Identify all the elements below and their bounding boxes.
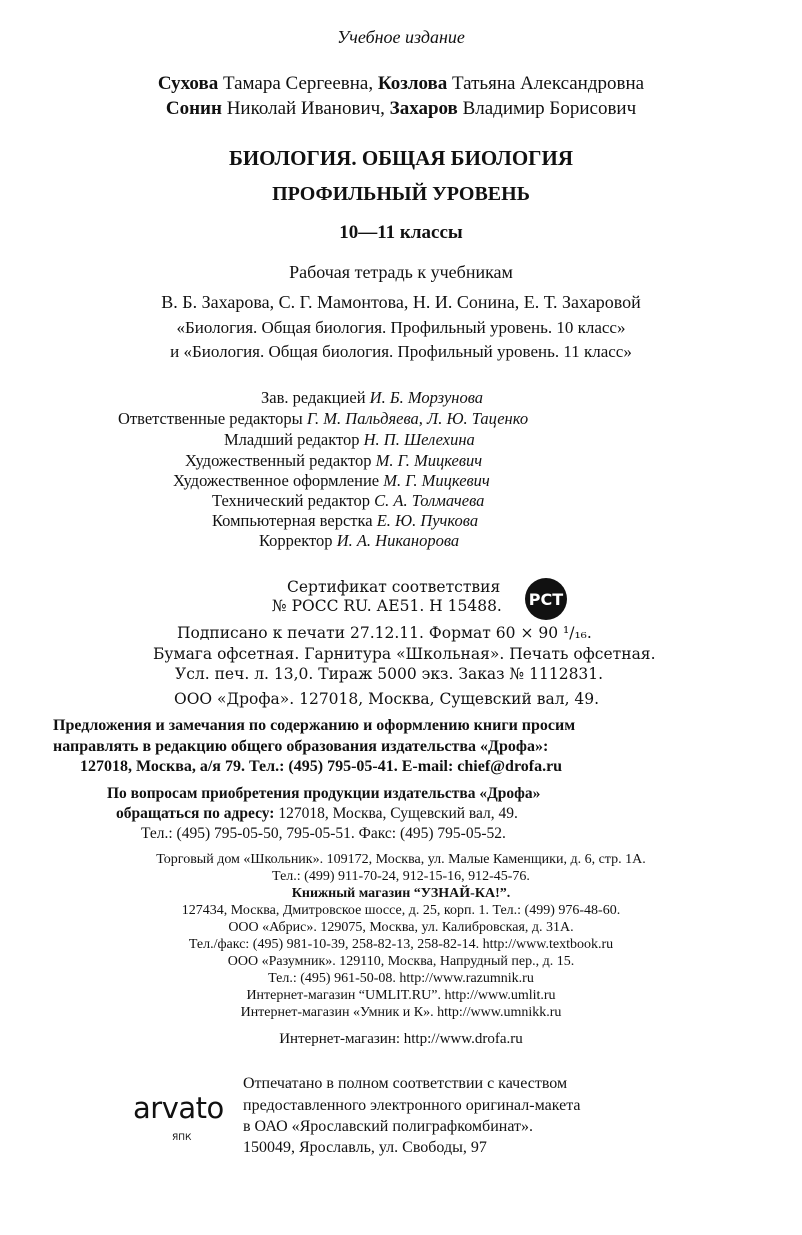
printer-line: в ОАО «Ярославский полиграфкомбинат». <box>243 1118 533 1135</box>
certificate-number: № РОСС RU. АЕ51. Н 15488. <box>272 597 502 615</box>
rst-certification-logo-icon <box>524 577 568 621</box>
internet-shop: Интернет-магазин: http://www.drofa.ru <box>279 1031 523 1047</box>
author-name: Тамара Сергеевна <box>222 73 369 94</box>
author-surname: Сонин <box>165 98 222 119</box>
print-info-line: Подписано к печати 27.12.11. Формат 60 × 90 ¹/₁₆. <box>177 624 592 642</box>
authors-line-1: Сухова Тамара Сергеевна, Козлова Татьяна Александровна <box>157 73 645 94</box>
purchase-line: По вопросам приобретения продукции издательства «Дрофа» <box>107 785 541 802</box>
credit-row: Ответственные редакторы Г. М. Пальдяева, Л. Ю. Таценко <box>118 409 529 428</box>
book-grades: 10—11 классы <box>339 222 463 243</box>
printer-line: предоставленного электронного оригинал-макета <box>243 1097 581 1114</box>
description-line: Рабочая тетрадь к учебникам <box>289 262 513 282</box>
publisher-address: ООО «Дрофа». 127018, Москва, Сущевский вал, 49. <box>174 690 600 708</box>
shop-line: Тел.: (499) 911-70-24, 912-15-16, 912-45-76. <box>272 869 530 884</box>
suggestions-contacts: 127018, Москва, а/я 79. Тел.: (495) 795-05-41. E-mail: chief@drofa.ru <box>80 758 563 775</box>
shop-line: Тел./факс: (495) 981-10-39, 258-82-13, 258-82-14. http://www.textbook.ru <box>188 937 614 952</box>
author-surname: Захаров <box>389 98 458 119</box>
credit-row: Технический редактор С. А. Толмачева <box>212 491 485 510</box>
svg-text:РСТ: РСТ <box>528 590 564 609</box>
author-name: Владимир Борисович <box>462 98 637 119</box>
shop-line: Тел.: (495) 961-50-08. http://www.razumnik.ru <box>268 971 534 986</box>
author-name: Татьяна Александровна <box>452 73 645 94</box>
shop-line: Торговый дом «Школьник». 109172, Москва, ул. Малые Каменщики, д. 6, стр. 1А. <box>156 852 646 867</box>
printer-address: 150049, Ярославль, ул. Свободы, 97 <box>243 1139 487 1156</box>
description-line: «Биология. Общая биология. Профильный уровень. 10 класс» <box>176 318 626 337</box>
book-title: БИОЛОГИЯ. ОБЩАЯ БИОЛОГИЯ <box>228 146 574 170</box>
suggestions-line: Предложения и замечания по содержанию и оформлению книги просим <box>53 717 576 734</box>
credit-row: Зав. редакцией И. Б. Морзунова <box>261 388 483 407</box>
shop-line: ООО «Разумник». 129110, Москва, Напрудный пер., д. 15. <box>227 954 575 969</box>
print-info-line: Усл. печ. л. 13,0. Тираж 5000 экз. Заказ № 1112831. <box>175 665 604 683</box>
shop-line: ООО «Абрис». 129075, Москва, ул. Калибровская, д. 31А. <box>228 920 574 935</box>
arvato-logo-subtitle: ЯПК <box>172 1133 192 1143</box>
printer-line: Отпечатано в полном соответствии с качеством <box>243 1075 568 1092</box>
purchase-phones: Тел.: (495) 795-05-50, 795-05-51. Факс: (495) 795-05-52. <box>141 825 506 842</box>
purchase-line: обращаться по адресу: 127018, Москва, Сущевский вал, 49. <box>116 805 518 822</box>
credit-row: Художественное оформление М. Г. Мицкевич <box>173 471 490 490</box>
book-level: ПРОФИЛЬНЫЙ УРОВЕНЬ <box>272 183 530 205</box>
credit-row: Младший редактор Н. П. Шелехина <box>224 430 475 449</box>
shop-line: 127434, Москва, Дмитровское шоссе, д. 25, корп. 1. Тел.: (499) 976-48-60. <box>181 903 621 918</box>
arvato-logo: arvato <box>133 1091 224 1125</box>
author-name: Николай Иванович <box>226 98 381 119</box>
credit-row: Корректор И. А. Никанорова <box>259 531 460 550</box>
authors-line-2: Сонин Николай Иванович, Захаров Владимир Борисович <box>165 98 637 119</box>
description-line: и «Биология. Общая биология. Профильный уровень. 11 класс» <box>170 342 632 361</box>
credit-row: Компьютерная верстка Е. Ю. Пучкова <box>212 511 479 530</box>
shop-line: Интернет-магазин «Умник и К». http://www.umnikk.ru <box>240 1005 562 1020</box>
author-surname: Сухова <box>157 73 219 94</box>
credit-row: Художественный редактор М. Г. Мицкевич <box>185 451 483 470</box>
author-surname: Козлова <box>377 73 448 94</box>
edition-label: Учебное издание <box>337 27 465 47</box>
suggestions-line: направлять в редакцию общего образования издательства «Дрофа»: <box>53 738 549 755</box>
shop-line: Интернет-магазин “UMLIT.RU”. http://www.umlit.ru <box>246 988 556 1003</box>
shop-line: Книжный магазин “УЗНАЙ-КА!”. <box>291 886 511 901</box>
description-line: В. Б. Захарова, С. Г. Мамонтова, Н. И. Сонина, Е. Т. Захаровой <box>161 292 641 312</box>
certificate-line: Сертификат соответствия <box>287 578 501 596</box>
print-info-line: Бумага офсетная. Гарнитура «Школьная». Печать офсетная. <box>153 645 656 663</box>
